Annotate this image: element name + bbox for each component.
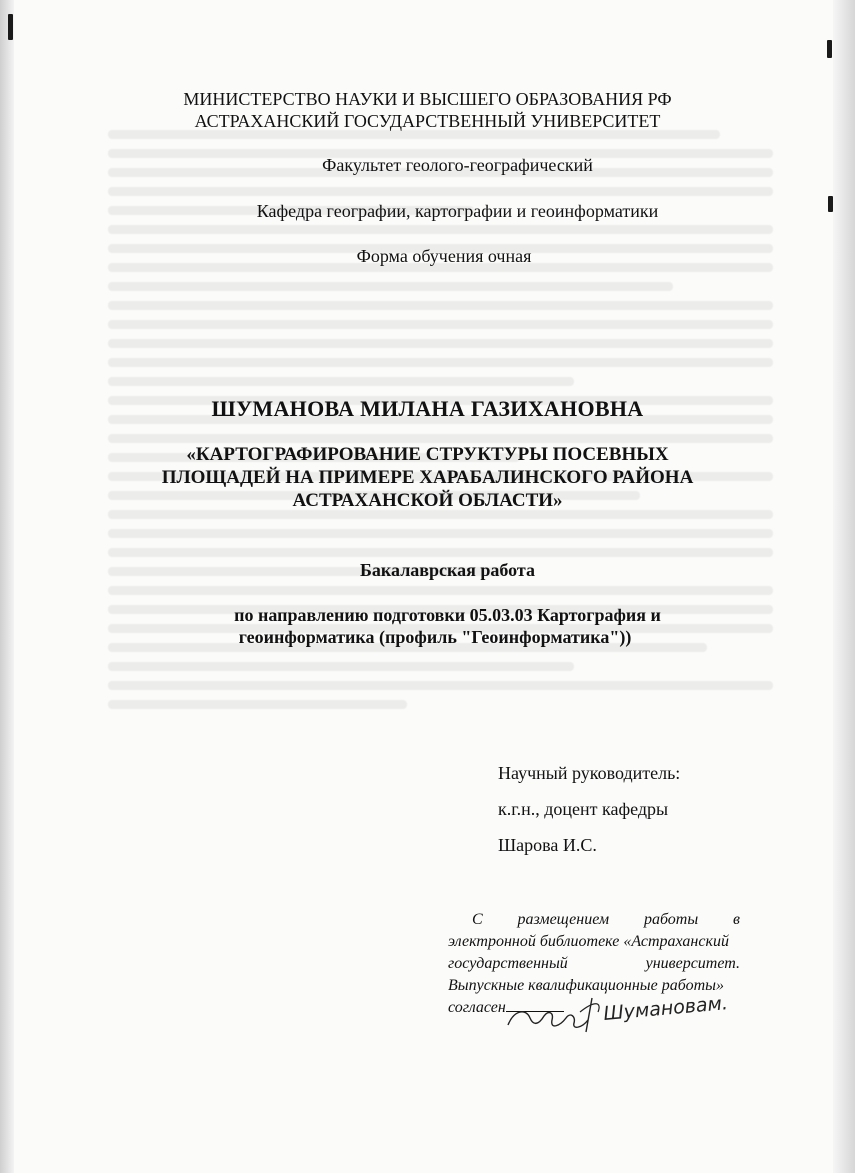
thesis-title-line-3: АСТРАХАНСКОЙ ОБЛАСТИ»: [292, 490, 563, 511]
bleed-through-line: [108, 586, 773, 595]
bleed-through-line: [108, 700, 407, 709]
bleed-through-line: [108, 187, 773, 196]
bleed-through-line: [108, 358, 773, 367]
bleed-through-line: [108, 529, 773, 538]
university-line: АСТРАХАНСКИЙ ГОСУДАРСТВЕННЫЙ УНИВЕРСИТЕТ: [194, 111, 661, 131]
ministry-line: МИНИСТЕРСТВО НАУКИ И ВЫСШЕГО ОБРАЗОВАНИЯ РФ: [183, 89, 672, 109]
bleed-through-line: [108, 225, 773, 234]
bleed-through-line: [108, 301, 773, 310]
thesis-title-line-2: ПЛОЩАДЕЙ НА ПРИМЕРЕ ХАРАБАЛИНСКОГО РАЙОНА: [161, 467, 694, 488]
faculty: Факультет геолого-географический: [322, 155, 593, 175]
scan-mark: [8, 14, 13, 40]
supervisor-name: Шарова И.С.: [498, 835, 597, 855]
consent-line-3: государственный университет.: [448, 955, 740, 972]
bleed-through-line: [108, 434, 773, 443]
direction-line-2: геоинформатика (профиль "Геоинформатика")): [238, 627, 632, 647]
bleed-through-line: [108, 662, 574, 671]
consent-line-2: электронной библиотеке «Астраханский: [448, 933, 729, 950]
author-name: ШУМАНОВА МИЛАНА ГАЗИХАНОВНА: [211, 396, 644, 421]
consent-line-5: согласен: [448, 997, 740, 1019]
consent-line-4: Выпускные квалификационные работы»: [448, 977, 724, 994]
study-form: Форма обучения очная: [356, 246, 532, 266]
bleed-through-line: [108, 377, 574, 386]
bleed-through-line: [108, 339, 773, 348]
consent-line-1: С размещением работы в: [472, 911, 740, 928]
direction-line-1: по направлению подготовки 05.03.03 Картография и: [234, 605, 661, 625]
supervisor-degree: к.г.н., доцент кафедры: [498, 799, 669, 819]
bleed-through-line: [108, 681, 773, 690]
work-type: Бакалаврская работа: [360, 560, 535, 580]
thesis-title-line-1: «КАРТОГРАФИРОВАНИЕ СТРУКТУРЫ ПОСЕВНЫХ: [186, 444, 669, 465]
supervisor-label: Научный руководитель:: [498, 763, 681, 783]
scan-mark: [827, 40, 832, 58]
handwritten-signature: [500, 990, 750, 1040]
department: Кафедра географии, картографии и геоинформатики: [256, 201, 659, 221]
bleed-through-line: [108, 320, 773, 329]
signature-handwriting: Шумановам.: [602, 992, 729, 1025]
bleed-through-line: [108, 282, 673, 291]
bleed-through-line: [108, 548, 773, 557]
